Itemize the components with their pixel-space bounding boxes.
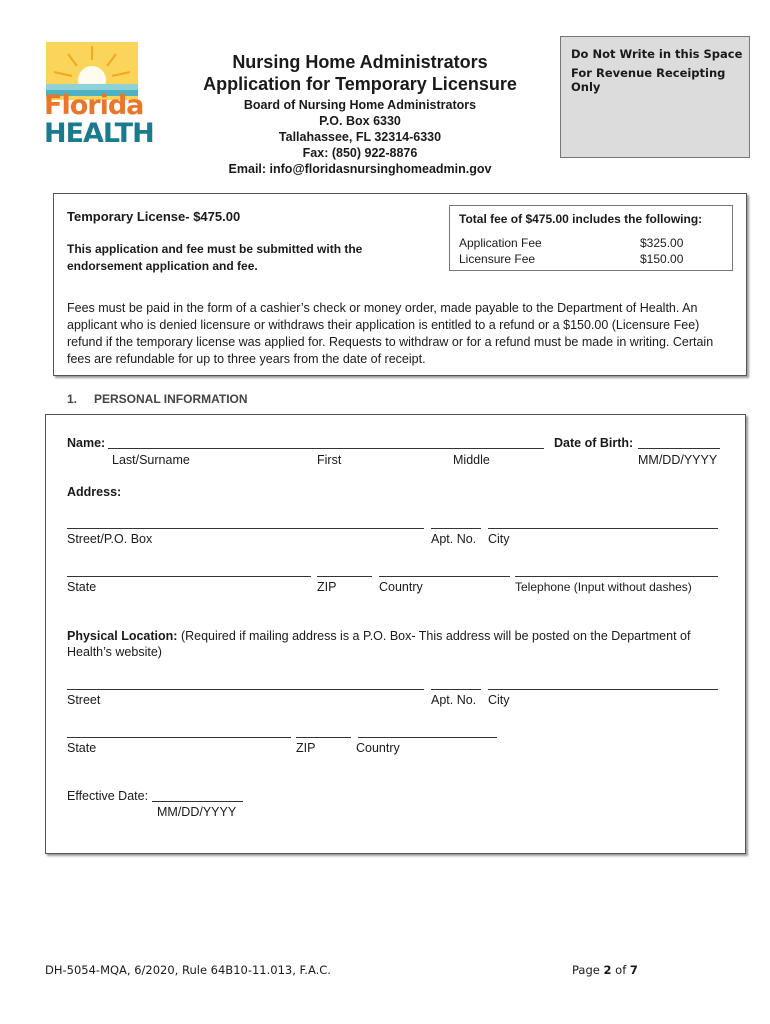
page-current: 2 [603,963,612,977]
fee-note-line2: endorsement application and fee. [67,259,258,273]
zip-caption: ZIP [317,580,337,594]
name-field[interactable] [108,448,544,449]
physical-zip-caption: ZIP [296,741,316,755]
state-caption: State [67,580,97,594]
state-field[interactable] [67,576,311,577]
page-total: 7 [629,963,638,977]
fee-policy-paragraph: Fees must be paid in the form of a cashier’s check or money order, made payable to the Department of Health. An applicant who is denied licensure or withdraws their application is entitled to a refund or a $150.00 (Licensure Fee) refund if the temporary license was applied for. Requests to withdraw or for a refund must be made in writing. Certain fees are refundable for up to three years from the date of receipt. [67,301,714,366]
effective-date-format-caption: MM/DD/YYYY [157,805,237,819]
licensure-fee-label: Licensure Fee [459,252,536,266]
physical-country-caption: Country [356,741,400,755]
page-prefix: Page [572,963,600,977]
physical-location-label: Physical Location: [67,629,178,643]
logo-text-health: HEALTH [44,118,154,149]
middle-name-caption: Middle [453,453,490,467]
zip-field[interactable] [317,576,372,577]
physical-street-field[interactable] [67,689,424,690]
application-fee-label: Application Fee [459,236,542,250]
city-caption: City [488,532,510,546]
form-title-line1: Nursing Home Administrators [232,52,488,72]
page-number [572,963,638,977]
country-caption: Country [379,580,423,594]
revenue-receipting-box [560,36,750,158]
city-state-zip: Tallahassee, FL 32314-6330 [278,130,442,144]
physical-state-caption: State [67,741,97,755]
physical-apt-no-caption: Apt. No. [431,693,477,707]
country-field[interactable] [379,576,510,577]
street-po-box-field[interactable] [67,528,424,529]
name-label: Name: [67,436,106,450]
apt-no-field[interactable] [431,528,481,529]
dob-label: Date of Birth: [554,436,634,450]
effective-date-field[interactable] [152,801,243,802]
physical-country-field[interactable] [358,737,497,738]
physical-location-note: (Required if mailing address is a P.O. Box- This address will be posted on the Department of Health’s website) [67,629,691,659]
page-of: of [615,963,627,977]
physical-street-caption: Street [67,693,101,707]
temporary-license-fee-title: Temporary License- $475.00 [67,209,241,224]
address-label: Address: [67,485,122,499]
last-surname-caption: Last/Surname [112,453,190,467]
fax-number: Fax: (850) 922-8876 [302,146,418,160]
form-title-line2: Application for Temporary Licensure [203,74,517,94]
section-title: PERSONAL INFORMATION [94,392,248,406]
florida-health-logo [44,40,154,150]
revenue-box-line1: Do Not Write in this Space [571,47,743,61]
dob-format-caption: MM/DD/YYYY [638,453,718,467]
city-field[interactable] [488,528,718,529]
telephone-field[interactable] [515,576,718,577]
physical-zip-field[interactable] [296,737,351,738]
physical-apt-no-field[interactable] [431,689,481,690]
board-name: Board of Nursing Home Administrators [243,98,477,112]
physical-city-field[interactable] [488,689,718,690]
total-fee-title: Total fee of $475.00 includes the following: [459,212,703,226]
apt-no-caption: Apt. No. [431,532,477,546]
po-box: P.O. Box 6330 [319,114,401,128]
form-identifier: DH-5054-MQA, 6/2020, Rule 64B10-11.013, F.A.C. [45,963,331,977]
email-address: Email: info@floridasnursinghomeadmin.gov [228,162,492,176]
dob-field[interactable] [638,448,720,449]
revenue-box-line2: For Revenue Receipting Only [571,66,726,94]
first-name-caption: First [317,453,342,467]
telephone-caption: Telephone (Input without dashes) [515,580,692,594]
application-fee-amount: $325.00 [640,236,684,250]
street-po-box-caption: Street/P.O. Box [67,532,153,546]
physical-city-caption: City [488,693,510,707]
physical-location-block [67,628,717,660]
logo-text-florida: Florida [44,90,144,121]
section-number: 1. [67,392,78,406]
licensure-fee-amount: $150.00 [640,252,684,266]
effective-date-label: Effective Date: [67,789,149,803]
fee-note-line1: This application and fee must be submitted with the [67,242,363,256]
physical-state-field[interactable] [67,737,291,738]
